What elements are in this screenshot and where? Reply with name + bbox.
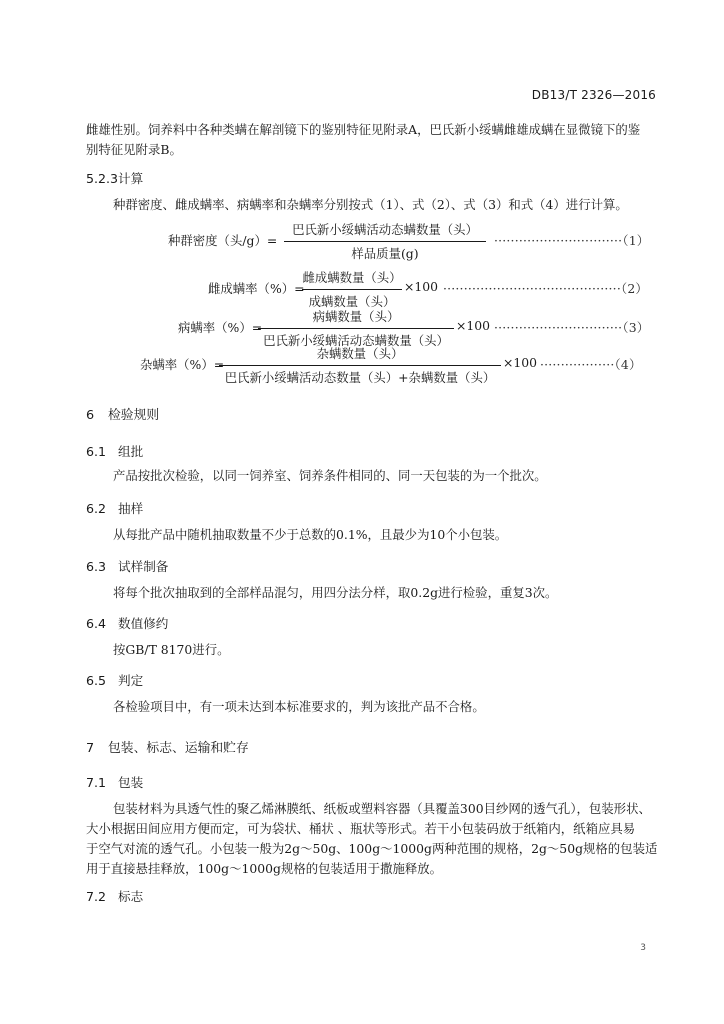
section-number: 5.2.3 <box>86 171 119 186</box>
section-number: 7.1 <box>86 775 107 790</box>
section-number: 6.2 <box>86 501 107 516</box>
numerator: 杂螨数量（头） <box>316 346 404 361</box>
denominator: 巴氏新小绥螨活动态螨数量（头） <box>258 328 454 349</box>
document-code: DB13/T 2326—2016 <box>531 88 656 102</box>
section-title: 包装 <box>118 775 144 790</box>
section-number: 6.3 <box>86 559 107 574</box>
formula-leader: ·······························（3） <box>494 320 650 335</box>
formula-3 <box>0 307 724 347</box>
section-heading-6-4 <box>86 613 168 632</box>
formula-lhs: 杂螨率（%）= <box>140 357 225 372</box>
formula-lhs: 雌成螨率（%）= <box>208 281 305 296</box>
section-title: 抽样 <box>118 501 144 516</box>
section-title: 包装、标志、运输和贮存 <box>108 741 249 756</box>
section-number: 6.5 <box>86 673 107 688</box>
formula-2 <box>0 268 724 308</box>
paragraph: 按GB/T 8170进行。 <box>113 642 230 657</box>
section-heading-7-2 <box>86 886 143 905</box>
formula-1 <box>0 220 724 260</box>
paragraph: 产品按批次检验，以同一饲养室、饲养条件相同的、同一天包装的为一个批次。 <box>113 468 547 483</box>
paragraph: 种群密度、雌成螨率、病螨率和杂螨率分别按式（1）、式（2）、式（3）和式（4）进行计算。 <box>113 197 628 212</box>
formula-lhs: 种群密度（头/g）= <box>168 233 278 248</box>
paragraph-line: 用于直接悬挂释放，100g～1000g规格的包装适用于撒施释放。 <box>86 861 443 876</box>
denominator: 巴氏新小绥螨活动态数量（头）+杂螨数量（头） <box>219 365 501 386</box>
section-title: 判定 <box>118 673 144 688</box>
formula-leader: ···········································（2） <box>443 281 649 296</box>
section-heading-6-1 <box>86 441 143 460</box>
section-number: 6 <box>86 408 95 423</box>
formula-leader: ·······························（1） <box>494 233 650 248</box>
multiplier: ×100 <box>503 355 538 370</box>
intro-line: 雌雄性别。饲养料中各种类螨在解剖镜下的鉴别特征见附录A，巴氏新小绥螨雌雄成螨在显微镜下的鉴 <box>86 122 641 137</box>
numerator: 巴氏新小绥螨活动态螨数量（头） <box>292 222 478 237</box>
paragraph: 各检验项目中，有一项未达到本标准要求的，判为该批产品不合格。 <box>113 699 485 714</box>
section-heading-6-5 <box>86 670 143 689</box>
intro-line: 别特征见附录B。 <box>86 142 182 157</box>
section-heading-6-3 <box>86 556 168 575</box>
multiplier: ×100 <box>456 318 491 333</box>
section-title: 组批 <box>118 444 144 459</box>
numerator: 雌成螨数量（头） <box>302 270 402 285</box>
fraction <box>258 307 454 349</box>
paragraph: 从每批产品中随机抽取数量不少于总数的0.1%，且最少为10个小包装。 <box>113 527 508 542</box>
section-title: 计算 <box>118 171 144 186</box>
fraction <box>284 220 486 262</box>
denominator: 成螨数量（头） <box>302 289 402 310</box>
paragraph-line: 包装材料为具透气性的聚乙烯淋膜纸、纸板或塑料容器（具覆盖300目纱网的透气孔），包装形状、 <box>113 801 651 816</box>
section-title: 数值修约 <box>118 616 169 631</box>
paragraph-line: 大小根据田间应用方便而定，可为袋状、桶状 、瓶状等形式。若干小包装码放于纸箱内，纸箱应具易 <box>86 821 636 836</box>
paragraph: 将每个批次抽取到的全部样品混匀，用四分法分样，取0.2g进行检验，重复3次。 <box>113 585 558 600</box>
formula-leader: ··················（4） <box>540 357 642 372</box>
section-number: 7 <box>86 741 95 756</box>
fraction <box>302 268 402 310</box>
formula-lhs: 病螨率（%）= <box>178 320 263 335</box>
page-number: 3 <box>640 943 646 953</box>
section-heading-6 <box>86 404 159 423</box>
section-number: 7.2 <box>86 889 107 904</box>
multiplier: ×100 <box>404 279 439 294</box>
section-title: 标志 <box>118 889 144 904</box>
section-heading-6-2 <box>86 498 143 517</box>
denominator: 样品质量(g) <box>284 241 486 262</box>
section-heading-7-1 <box>86 772 143 791</box>
section-number: 6.1 <box>86 444 107 459</box>
section-heading-5-2-3 <box>86 168 143 187</box>
formula-4 <box>0 344 724 384</box>
section-title: 检验规则 <box>108 408 160 423</box>
section-title: 试样制备 <box>118 559 169 574</box>
numerator: 病螨数量（头） <box>312 309 400 324</box>
section-heading-7 <box>86 737 249 756</box>
fraction <box>219 344 501 386</box>
paragraph-line: 于空气对流的透气孔。小包装一般为2g～50g、100g～1000g两种范围的规格，2g～50g规格的包装适 <box>86 841 658 856</box>
section-number: 6.4 <box>86 616 107 631</box>
